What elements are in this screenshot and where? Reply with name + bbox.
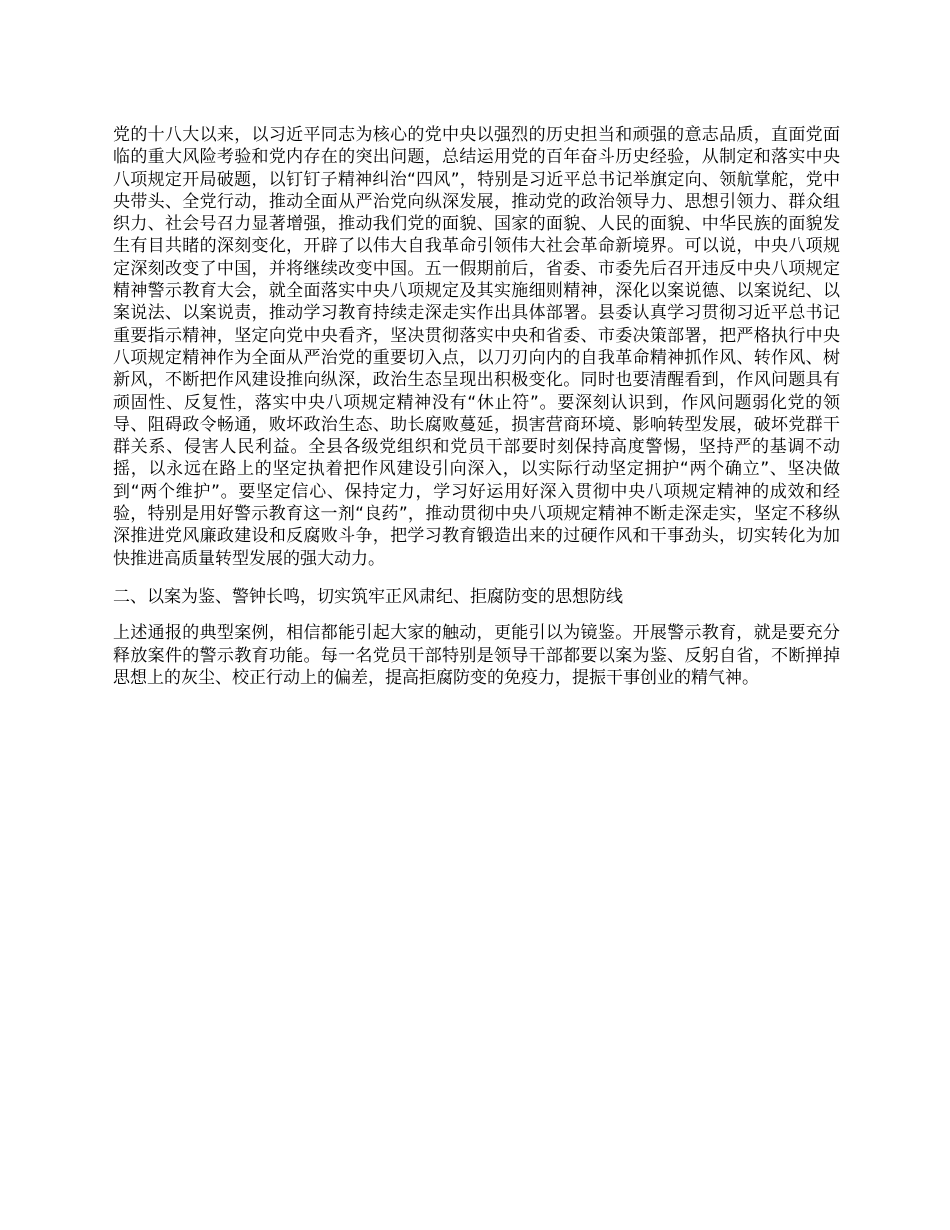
body-paragraph-1: 党的十八大以来，以习近平同志为核心的党中央以强烈的历史担当和顽强的意志品质，直面党面临的重大风险考验和党内存在的突出问题，总结运用党的百年奋斗历史经验，从制定和落实中央八项规定开局破题，以钉钉子精神纠治“四风”，特别是习近平总书记举旗定向、领航掌舵，党中央带头、全党行动，推动全面从严治党向纵深发展，推动党的政治领导力、思想引领力、群众组织力、社会号召力显著增强，推动我们党的面貌、国家的面貌、人民的面貌、中华民族的面貌发生有目共睹的深刻变化，开辟了以伟大自我革命引领伟大社会革命新境界。可以说，中央八项规定深刻改变了中国，并将继续改变中国。五一假期前后，省委、市委先后召开违反中央八项规定精神警示教育大会，就全面落实中央八项规定及其实施细则精神，深化以案说德、以案说纪、以案说法、以案说责，推动学习教育持续走深走实作出具体部署。县委认真学习贯彻习近平总书记重要指示精神，坚定向党中央看齐，坚决贯彻落实中央和省委、市委决策部署，把严格执行中央八项规定精神作为全面从严治党的重要切入点，以刀刃向内的自我革命精神抓作风、转作风、树新风，不断把作风建设推向纵深，政治生态呈现出积极变化。同时也要清醒看到，作风问题具有顽固性、反复性，落实中央八项规定精神没有“休止符”。要深刻认识到，作风问题弱化党的领导、阻碍政令畅通，败坏政治生态、助长腐败蔓延，损害营商环境、影响转型发展，破坏党群干群关系、侵害人民利益。全县各级党组织和党员干部要时刻保持高度警惕，坚持严的基调不动摇，以永远在路上的坚定执着把作风建设引向深入，以实际行动坚定拥护“两个确立”、坚决做到“两个维护”。要坚定信心、保持定力，学习好运用好深入贯彻中央八项规定精神的成效和经验，特别是用好警示教育这一剂“良药”，推动贯彻中央八项规定精神不断走深走实，坚定不移纵深推进党风廉政建设和反腐败斗争，把学习教育锻造出来的过硬作风和干事劲头，切实转化为加快推进高质量转型发展的强大动力。 [113,125,840,569]
section-heading-2: 二、以案为鉴、警钟长鸣，切实筑牢正风肃纪、拒腐防变的思想防线 [113,586,623,607]
body-paragraph-2: 上述通报的典型案例，相信都能引起大家的触动，更能引以为镜鉴。开展警示教育，就是要充分释放案件的警示教育功能。每一名党员干部特别是领导干部都要以案为鉴、反躬自省，不断掸掉思想上的灰尘、校正行动上的偏差，提高拒腐防变的免疫力，提振干事创业的精气神。 [113,623,840,688]
document-page [113,124,840,689]
